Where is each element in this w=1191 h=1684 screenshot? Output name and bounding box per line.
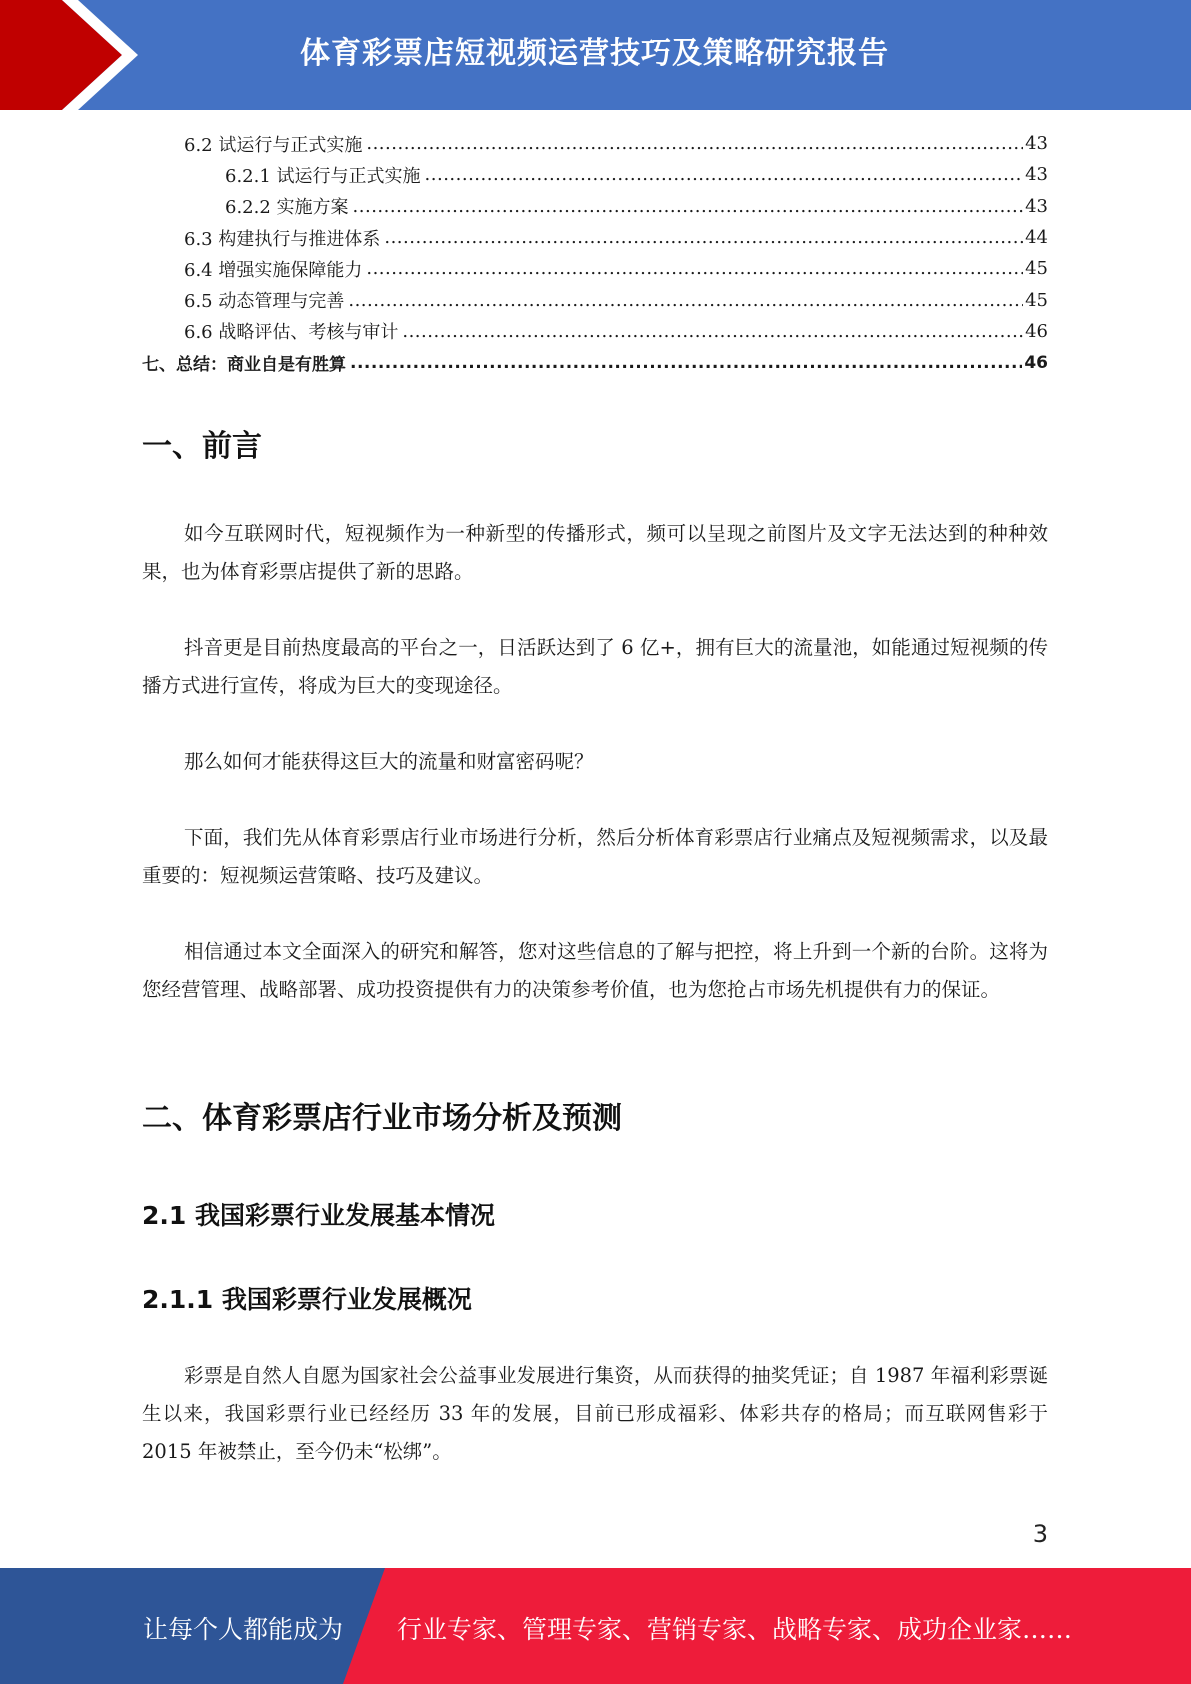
toc-entry-page: 44 [1025,227,1048,249]
toc-entry-label: 6.4 增强实施保障能力 [184,256,366,282]
toc-entry-label: 6.2.1 试运行与正式实施 [225,162,425,188]
paragraph: 彩票是自然人自愿为国家社会公益事业发展进行集资，从而获得的抽奖凭证；自 1987 年福利彩票诞生以来，我国彩票行业已经经历 33 年的发展，目前已形成福彩、体彩共存的格局；而互联网售彩于 2015 年被禁止，至今仍未“松绑”。 [142,1364,1048,1463]
page-number: 3 [1032,1520,1048,1548]
paragraph: 抖音更是目前热度最高的平台之一，日活跃达到了 6 亿+，拥有巨大的流量池，如能通过短视频的传播方式进行宣传，将成为巨大的变现途径。 [142,636,1048,697]
toc-leader-dots [350,353,1022,373]
toc-entry-label: 6.2 试运行与正式实施 [184,131,366,157]
toc-entry-page: 43 [1025,133,1048,155]
toc-entry[interactable] [142,191,1048,222]
toc-entry-label: 七、总结：商业自是有胜算 [142,350,350,375]
toc-entry-chapter[interactable] [142,347,1048,378]
toc-entry-page: 45 [1025,258,1048,280]
toc-leader-dots [366,133,1023,154]
header-chevron-decoration [0,0,150,110]
footer-slogan-right: 行业专家、管理专家、营销专家、战略专家、成功企业家…… [397,1615,1073,1644]
paragraph: 下面，我们先从体育彩票店行业市场进行分析，然后分析体育彩票店行业痛点及短视频需求，以及最重要的：短视频运营策略、技巧及建议。 [142,826,1048,887]
table-of-contents [142,128,1048,378]
heading-section-2-1-1: 2.1.1 我国彩票行业发展概况 [142,1285,472,1314]
toc-leader-dots [425,164,1024,185]
toc-entry-label: 6.3 构建执行与推进体系 [184,225,384,251]
toc-entry-page: 46 [1024,352,1048,373]
toc-entry-page: 46 [1025,320,1048,342]
toc-leader-dots [384,227,1023,248]
toc-entry-label: 6.2.2 实施方案 [225,193,353,219]
toc-entry[interactable] [142,316,1048,347]
toc-entry-page: 43 [1025,164,1048,186]
paragraph: 如今互联网时代，短视频作为一种新型的传播形式，频可以呈现之前图片及文字无法达到的种种效果，也为体育彩票店提供了新的思路。 [142,522,1048,583]
heading-preface: 一、前言 [142,429,262,464]
report-title: 体育彩票店短视频运营技巧及策略研究报告 [300,36,889,71]
page-header [0,0,1191,110]
heading-market-analysis: 二、体育彩票店行业市场分析及预测 [142,1101,622,1136]
footer-slogan-left: 让每个人都能成为 [143,1615,344,1644]
toc-entry-page: 43 [1025,195,1048,217]
toc-entry[interactable] [142,284,1048,315]
toc-leader-dots [348,290,1023,311]
paragraph: 相信通过本文全面深入的研究和解答，您对这些信息的了解与把控，将上升到一个新的台阶。这将为您经营管理、战略部署、成功投资提供有力的决策参考价值，也为您抢占市场先机提供有力的保证。 [142,940,1048,1001]
heading-section-2-1: 2.1 我国彩票行业发展基本情况 [142,1201,495,1230]
toc-entry[interactable] [142,159,1048,190]
toc-entry[interactable] [142,128,1048,159]
page-footer [0,1568,1191,1684]
toc-leader-dots [402,321,1023,342]
toc-entry-label: 6.6 战略评估、考核与审计 [184,318,402,344]
toc-entry[interactable] [142,253,1048,284]
toc-entry-label: 6.5 动态管理与完善 [184,287,348,313]
toc-entry[interactable] [142,222,1048,253]
toc-leader-dots [366,258,1023,279]
paragraph: 那么如何才能获得这巨大的流量和财富密码呢？ [184,750,594,773]
toc-leader-dots [353,196,1024,217]
toc-entry-page: 45 [1025,289,1048,311]
